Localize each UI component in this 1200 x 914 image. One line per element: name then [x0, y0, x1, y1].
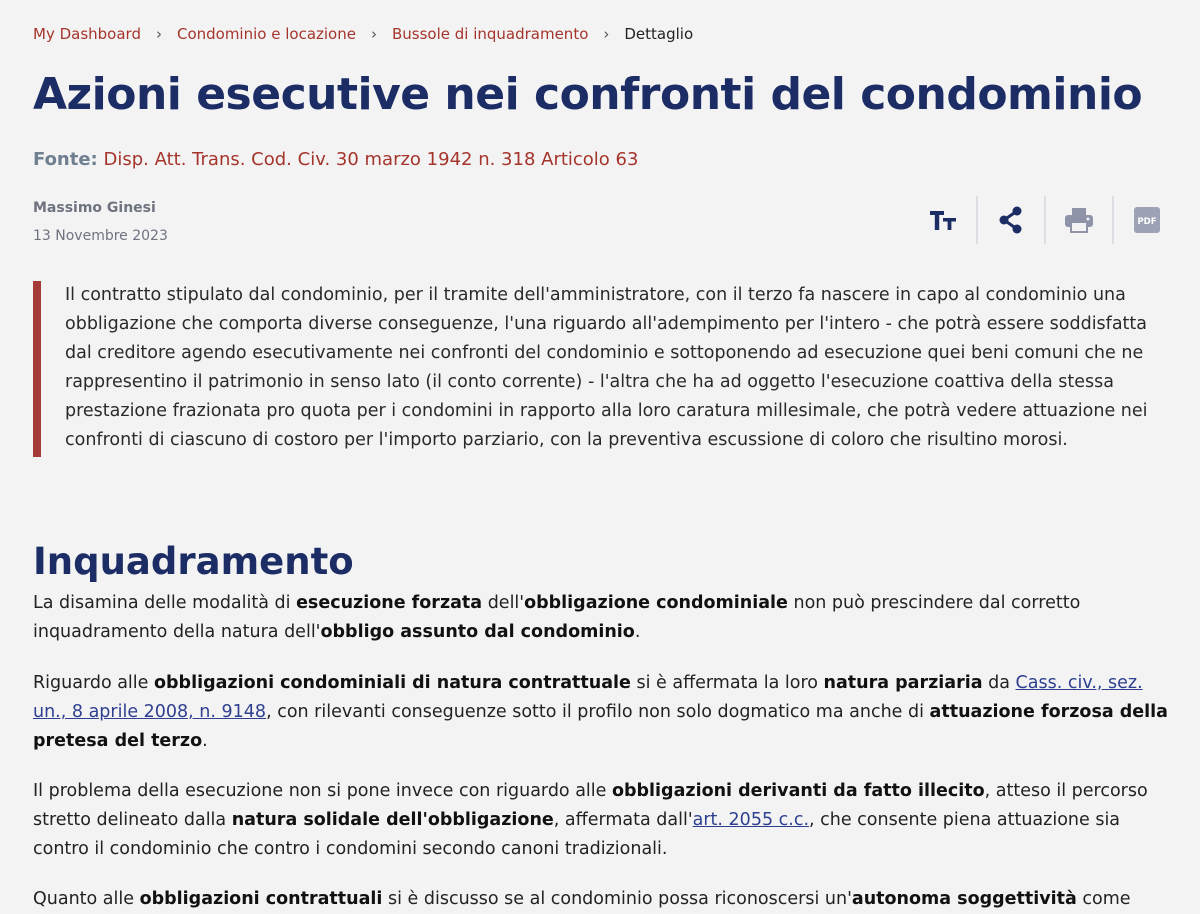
bold-run: attuazione forzosa della pretesa del terzo	[33, 702, 1168, 751]
chevron-right-icon: ›	[155, 25, 162, 43]
text-run: come	[1076, 889, 1131, 909]
breadcrumb-bussole[interactable]: Bussole di inquadramento	[391, 25, 589, 43]
breadcrumb-condominio-locazione[interactable]: Condominio e locazione	[176, 25, 356, 43]
text-run: .	[634, 622, 641, 642]
text-run: Riguardo alle	[33, 673, 154, 693]
text-run: , affermata dall'	[553, 810, 693, 830]
bold-run: obbligazione condominiale	[524, 593, 788, 613]
text-run: , atteso il percorso stretto delineato dalla	[33, 781, 1148, 830]
text-run: dell'	[482, 593, 525, 613]
text-run: .	[202, 731, 208, 751]
source-line	[33, 149, 638, 170]
abstract-quote	[33, 281, 1175, 457]
bold-run: obbligazioni contrattuali	[139, 889, 383, 909]
bold-run: obbligazioni condominiali di natura contrattuale	[154, 673, 631, 693]
text-size-button[interactable]	[910, 196, 976, 244]
text-run: , che consente piena attuazione sia contro il condominio che contro i condomini secondo canoni tradizionali.	[33, 810, 1121, 859]
text-run: , con rilevanti conseguenze sotto il profilo non solo dogmatico ma anche di	[266, 702, 930, 722]
bold-run: esecuzione forzata	[296, 593, 483, 613]
pdf-button[interactable]	[1114, 196, 1180, 244]
chevron-right-icon: ›	[370, 25, 377, 43]
text-run: Quanto alle	[33, 889, 140, 909]
body-paragraph	[33, 589, 1175, 647]
citation-link-cass-9148[interactable]: Cass. civ., sez. un., 8 aprile 2008, n. 9148	[33, 673, 1143, 722]
share-icon	[998, 206, 1024, 234]
text-run: Il problema della esecuzione non si pone invece con riguardo alle	[33, 781, 612, 801]
section-heading: Inquadramento	[33, 540, 354, 583]
share-button[interactable]	[978, 196, 1044, 244]
publish-date: 13 Novembre 2023	[33, 228, 168, 244]
bold-run: autonoma soggettività	[851, 889, 1077, 909]
abstract-text: Il contratto stipulato dal condominio, per il tramite dell'amministratore, con il terzo fa nascere in capo al condominio una obbligazione che comporta diverse conseguenze, l'una riguardo all'adempimento per l'intero - che potrà essere soddisfatta dal creditore agendo esecutivamente nei confronti del condominio e sottoponendo ad esecuzione quei beni comuni che ne rappresentino il patrimonio in senso lato (il conto corrente) - l'altra che ha ad oggetto l'esecuzione coattiva della stessa prestazione frazionata pro quota per i condomini in rapporto alla loro caratura millesimale, che potrà vedere attuazione nei confronti di ciascuno di costoro per l'importo parziario, con la preventiva escussione di coloro che risultino morosi.	[65, 285, 1148, 450]
print-icon	[1064, 207, 1094, 233]
text-run: si è affermata la loro	[630, 673, 824, 693]
source-value: Disp. Att. Trans. Cod. Civ. 30 marzo 1942 n. 318 Articolo 63	[103, 149, 639, 170]
body-paragraph	[33, 885, 1175, 914]
breadcrumb	[33, 25, 693, 43]
bold-run: obbligo assunto dal condominio	[320, 622, 635, 642]
page-title: Azioni esecutive nei confronti del condominio	[33, 69, 1143, 120]
body-paragraph	[33, 669, 1175, 756]
chevron-right-icon: ›	[603, 25, 610, 43]
breadcrumb-my-dashboard[interactable]: My Dashboard	[33, 25, 141, 43]
bold-run: obbligazioni derivanti da fatto illecito	[611, 781, 985, 801]
text-run: non può prescindere dal corretto inquadramento della natura dell'	[33, 593, 1081, 642]
source-label: Fonte:	[33, 149, 98, 170]
body-paragraph	[33, 777, 1175, 864]
author-name: Massimo Ginesi	[33, 200, 156, 216]
breadcrumb-current: Dettaglio	[624, 25, 694, 43]
citation-link-art-2055[interactable]: art. 2055 c.c.	[692, 810, 810, 830]
print-button[interactable]	[1046, 196, 1112, 244]
pdf-icon	[1134, 207, 1160, 233]
text-run: da	[982, 673, 1016, 693]
text-size-icon	[929, 208, 957, 232]
article-toolbar	[910, 196, 1180, 244]
bold-run: natura solidale dell'obbligazione	[231, 810, 554, 830]
text-run: si è discusso se al condominio possa riconoscersi un'	[382, 889, 852, 909]
bold-run: natura parziaria	[823, 673, 983, 693]
text-run: La disamina delle modalità di	[33, 593, 297, 613]
pdf-icon-label: PDF	[1137, 217, 1157, 227]
